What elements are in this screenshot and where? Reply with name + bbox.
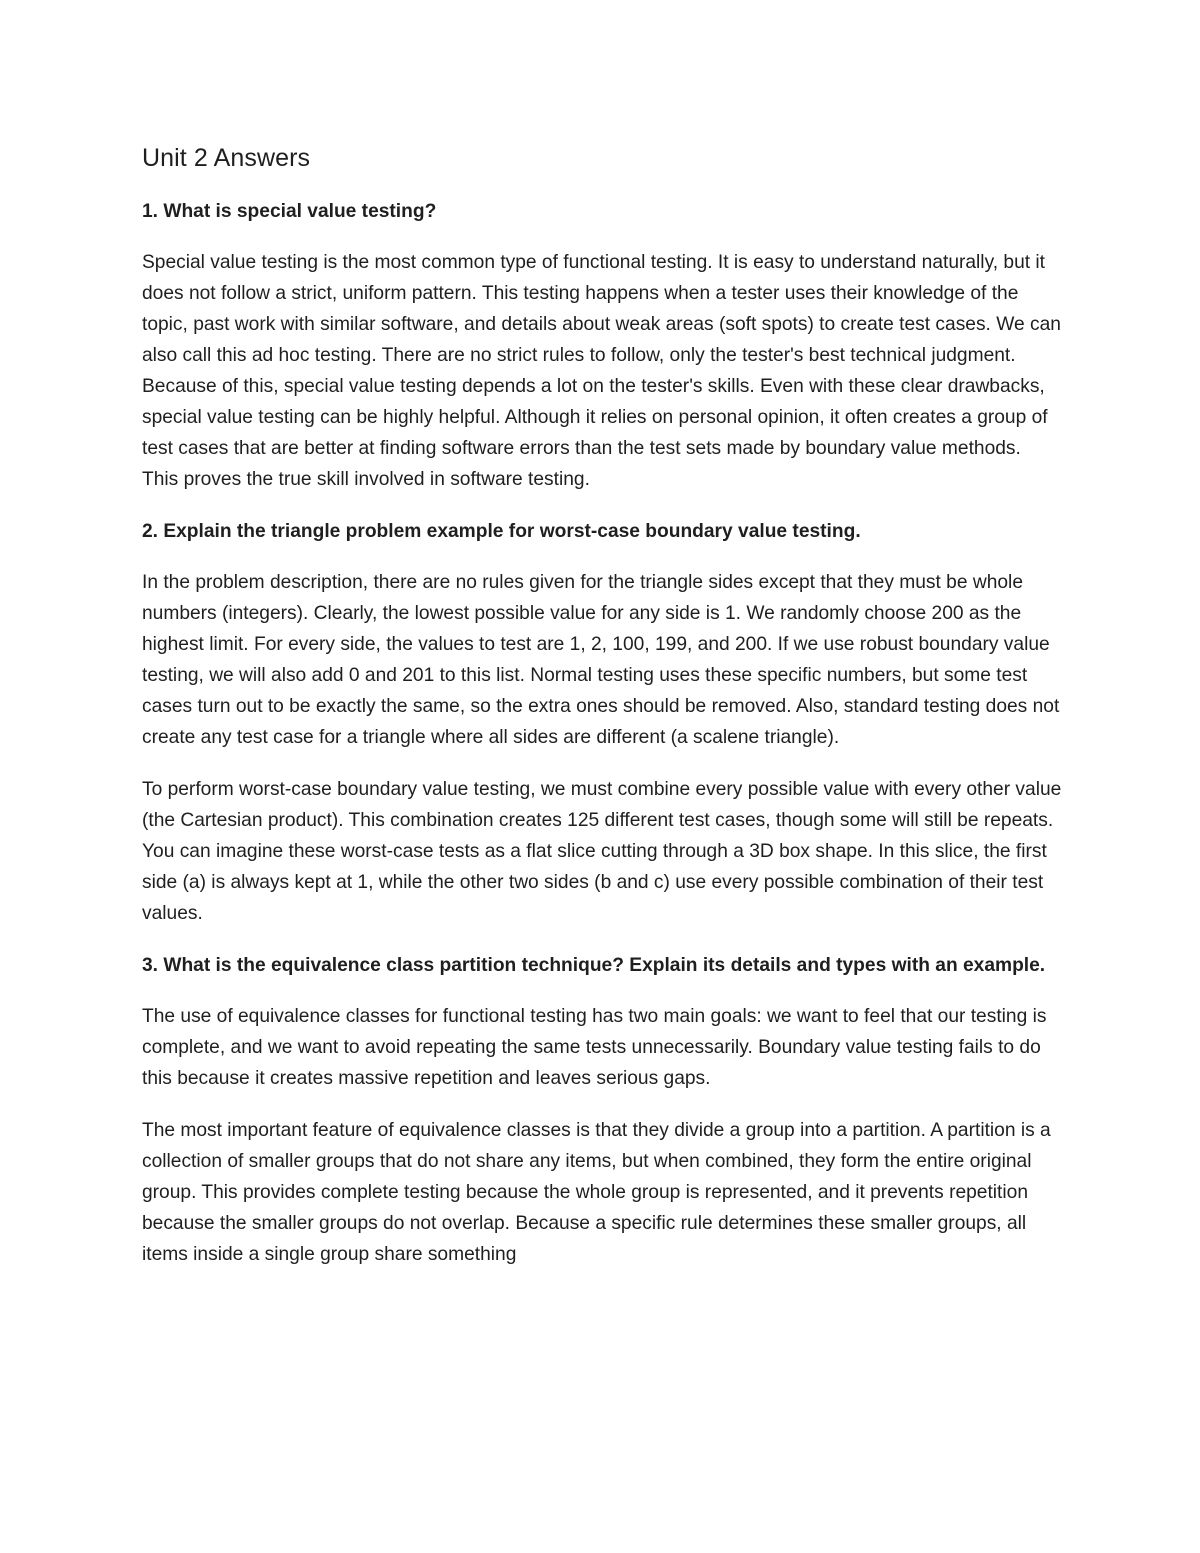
section-2 [142, 516, 1062, 929]
answer-2-paragraph-2: To perform worst-case boundary value testing, we must combine every possible value with every other value (the Cartesian product). This combination creates 125 different test cases, though some will still be repeats. You can imagine these worst-case tests as a flat slice cutting through a 3D box shape. In this slice, the first side (a) is always kept at 1, while the other two sides (b and c) use every possible combination of their test values. [142, 779, 1062, 924]
answer-3-paragraph-2: The most important feature of equivalence classes is that they divide a group into a partition. A partition is a collection of smaller groups that do not share any items, but when combined, they form the entire original group. This provides complete testing because the whole group is represented, and it prevents repetition because the smaller groups do not overlap. Because a specific rule determines these smaller groups, all items inside a single group share something [142, 1120, 1051, 1265]
section-3 [142, 950, 1062, 1270]
answer-1-paragraph-1: Special value testing is the most common type of functional testing. It is easy to understand naturally, but it does not follow a strict, uniform pattern. This testing happens when a tester uses their knowledge of the topic, past work with similar software, and details about weak areas (soft spots) to create test cases. We can also call this ad hoc testing. There are no strict rules to follow, only the tester's best technical judgment. Because of this, special value testing depends a lot on the tester's skills. Even with these clear drawbacks, special value testing can be highly helpful. Although it relies on personal opinion, it often creates a group of test cases that are better at finding software errors than the test sets made by boundary value methods. This proves the true skill involved in software testing. [142, 252, 1061, 490]
question-2-heading: 2. Explain the triangle problem example for worst-case boundary value testing. [142, 521, 861, 542]
question-3-heading: 3. What is the equivalence class partition technique? Explain its details and types with an example. [142, 955, 1046, 976]
question-1-heading: 1. What is special value testing? [142, 201, 437, 222]
document-page [142, 142, 1062, 1291]
answer-3-paragraph-1: The use of equivalence classes for functional testing has two main goals: we want to feel that our testing is complete, and we want to avoid repeating the same tests unnecessarily. Boundary value testing fails to do this because it creates massive repetition and leaves serious gaps. [142, 1006, 1047, 1089]
page-title: Unit 2 Answers [142, 144, 311, 172]
answer-2-paragraph-1: In the problem description, there are no rules given for the triangle sides except that they must be whole numbers (integers). Clearly, the lowest possible value for any side is 1. We randomly choose 200 as the highest limit. For every side, the values to test are 1, 2, 100, 199, and 200. If we use robust boundary value testing, we will also add 0 and 201 to this list. Normal testing uses these specific numbers, but some test cases turn out to be exactly the same, so the extra ones should be removed. Also, standard testing does not create any test case for a triangle where all sides are different (a scalene triangle). [142, 572, 1060, 748]
section-1 [142, 196, 1062, 495]
